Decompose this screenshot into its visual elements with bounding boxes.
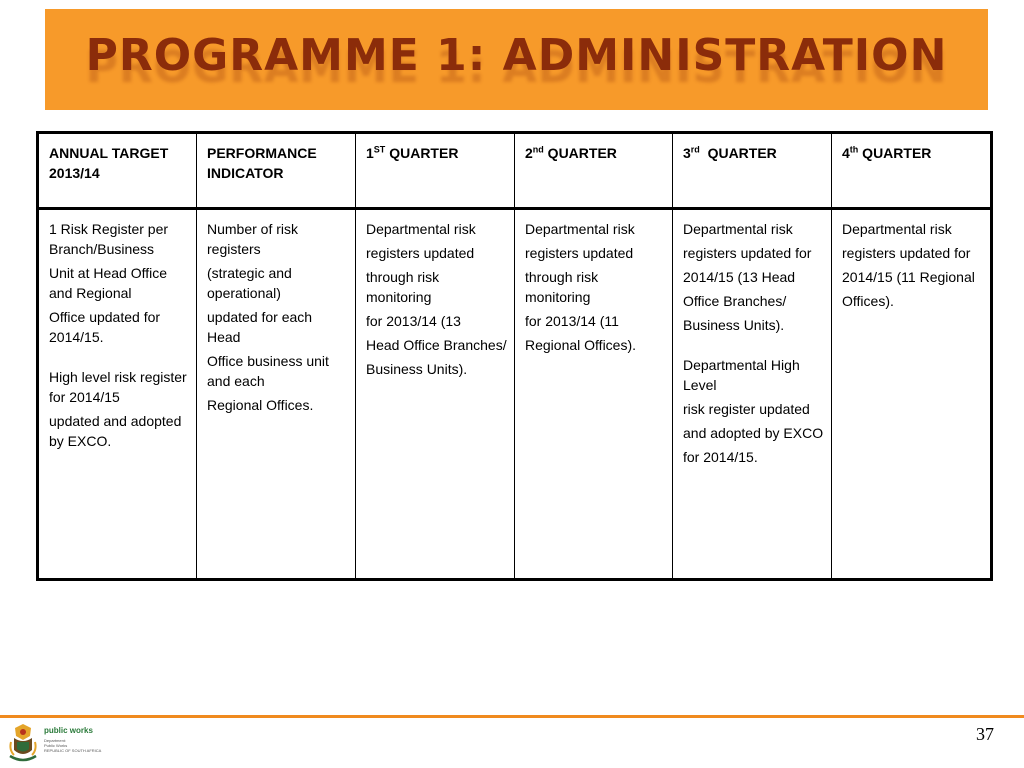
header-q4: 4th QUARTER bbox=[832, 133, 992, 209]
cell-text-line: Regional Offices. bbox=[207, 397, 314, 413]
coat-of-arms-icon bbox=[6, 722, 40, 764]
public-works-logo bbox=[6, 722, 121, 766]
cell-q1 bbox=[356, 209, 515, 580]
cell-text-line: Departmental risk bbox=[842, 221, 952, 237]
cell-text-line: High level risk register for 2014/15 bbox=[49, 369, 187, 405]
cell-spacer bbox=[49, 351, 190, 367]
cell-text-line: updated for each Head bbox=[207, 309, 313, 345]
header-q3: 3rd QUARTER bbox=[673, 133, 832, 209]
cell-q4 bbox=[832, 209, 992, 580]
cell-text-line: through risk monitoring bbox=[366, 269, 440, 305]
cell-text-line: Head Office Branches/ bbox=[366, 337, 507, 353]
cell-text-line: registers updated bbox=[525, 245, 634, 261]
page-number: 37 bbox=[976, 724, 994, 744]
targets-table bbox=[36, 131, 993, 581]
cell-text-line: updated and adopted by EXCO. bbox=[49, 413, 182, 449]
cell-text-line: for 2013/14 (11 bbox=[525, 313, 619, 329]
cell-text-line: Unit at Head Office and Regional bbox=[49, 265, 168, 301]
cell-text-line: through risk monitoring bbox=[525, 269, 599, 305]
cell-text-line: Regional Offices). bbox=[525, 337, 637, 353]
cell-performance-indicator bbox=[197, 209, 356, 580]
footer-divider bbox=[0, 715, 1024, 718]
cell-spacer bbox=[683, 339, 825, 355]
title-banner bbox=[45, 9, 988, 110]
cell-text-line: registers updated bbox=[366, 245, 475, 261]
header-annual-target: ANNUAL TARGET 2013/14 bbox=[38, 133, 197, 209]
cell-text-line: Departmental High Level bbox=[683, 357, 800, 393]
header-q1: 1ST QUARTER bbox=[356, 133, 515, 209]
cell-text-line: registers updated for bbox=[683, 245, 812, 261]
cell-q3 bbox=[673, 209, 832, 580]
cell-text-line: risk register updated bbox=[683, 401, 810, 417]
cell-text-line: 1 Risk Register per Branch/Business bbox=[49, 221, 169, 257]
cell-text-line: Departmental risk bbox=[366, 221, 476, 237]
programme-table bbox=[36, 131, 990, 581]
cell-text-line: Office updated for 2014/15. bbox=[49, 309, 161, 345]
cell-text-line: and adopted by EXCO bbox=[683, 425, 824, 441]
logo-subtitle: Department: Public Works REPUBLIC OF SOUTH AFRICA bbox=[44, 738, 102, 753]
header-q2: 2nd QUARTER bbox=[515, 133, 673, 209]
header-performance-indicator: PERFORMANCE INDICATOR bbox=[197, 133, 356, 209]
cell-text-line: Office business unit and each bbox=[207, 353, 329, 389]
cell-text-line: Business Units). bbox=[683, 317, 785, 333]
cell-text-line: Business Units). bbox=[366, 361, 468, 377]
cell-text-line: Number of risk registers bbox=[207, 221, 299, 257]
cell-text-line: Offices). bbox=[842, 293, 894, 309]
table-header-row bbox=[38, 133, 992, 209]
cell-text-line: Departmental risk bbox=[525, 221, 635, 237]
page-title: PROGRAMME 1: ADMINISTRATION bbox=[85, 30, 948, 81]
cell-text-line: registers updated for bbox=[842, 245, 971, 261]
table-row bbox=[38, 209, 992, 580]
logo-name: public works bbox=[44, 726, 93, 735]
cell-text-line: (strategic and operational) bbox=[207, 265, 292, 301]
cell-text-line: 2014/15 (13 Head bbox=[683, 269, 796, 285]
cell-text-line: for 2013/14 (13 bbox=[366, 313, 461, 329]
cell-q2 bbox=[515, 209, 673, 580]
cell-text-line: Office Branches/ bbox=[683, 293, 787, 309]
cell-text-line: 2014/15 (11 Regional bbox=[842, 269, 975, 285]
cell-annual-target bbox=[38, 209, 197, 580]
cell-text-line: for 2014/15. bbox=[683, 449, 758, 465]
cell-text-line: Departmental risk bbox=[683, 221, 793, 237]
